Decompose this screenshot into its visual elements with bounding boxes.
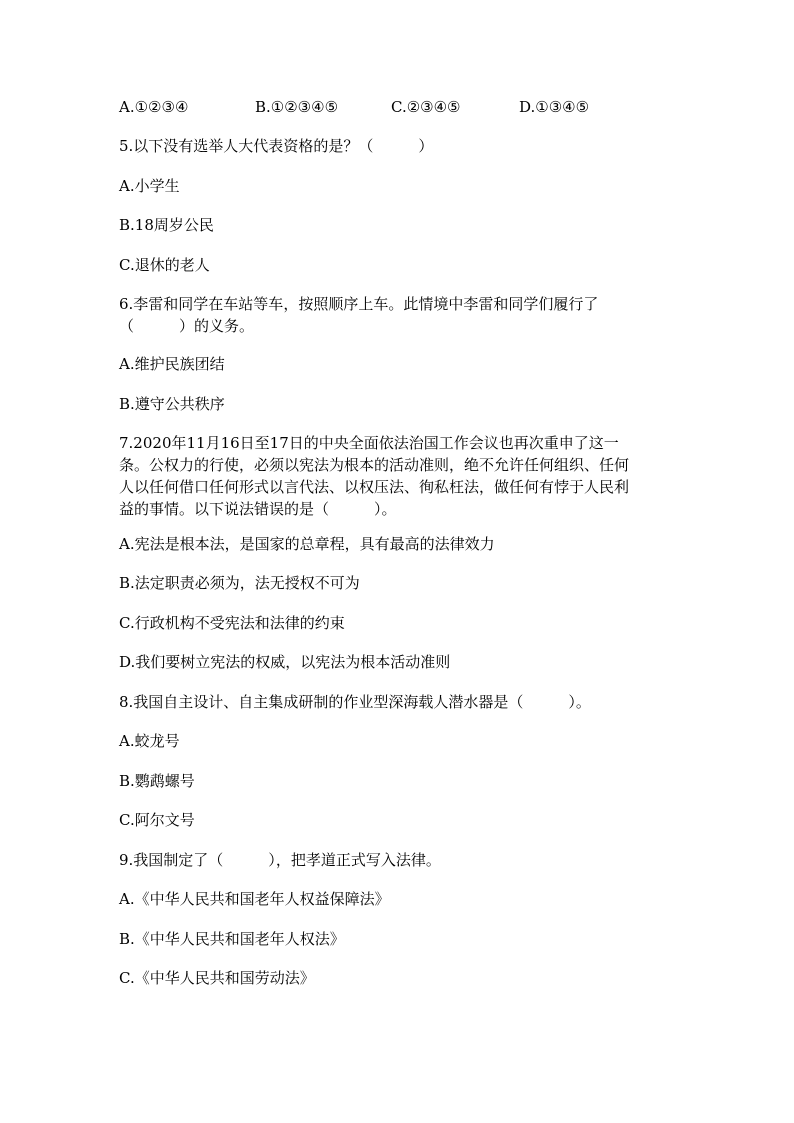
- q9-option-c: C.《中华人民共和国劳动法》: [119, 969, 315, 987]
- q6-option-a: A.维护民族团结: [119, 355, 225, 373]
- q7-option-d: D.我们要树立宪法的权威，以宪法为根本活动准则: [119, 653, 451, 671]
- q7-option-b: B.法定职责必须为，法无授权不可为: [119, 574, 360, 592]
- q8-option-a: A.蛟龙号: [119, 732, 180, 750]
- q7-stem-line-4: 益的事情。以下说法错误的是（ ）。: [119, 500, 397, 518]
- q9-stem: 9.我国制定了（ ），把孝道正式写入法律。: [119, 851, 441, 869]
- q8-option-c: C.阿尔文号: [119, 811, 195, 829]
- q6-stem-line-2: （ ）的义务。: [119, 317, 255, 335]
- q4-option-d: D.①③④⑤: [519, 98, 590, 116]
- q7-stem-line-2: 条。公权力的行使，必须以宪法为根本的活动准则，绝不允许任何组织、任何: [119, 456, 630, 474]
- q6-option-b: B.遵守公共秩序: [119, 395, 225, 413]
- q7-option-a: A.宪法是根本法，是国家的总章程，具有最高的法律效力: [119, 535, 495, 553]
- q6-stem: [119, 293, 679, 337]
- q5-option-c: C.退休的老人: [119, 256, 210, 274]
- q5-option-b: B.18周岁公民: [119, 216, 214, 234]
- q4-option-a: A.①②③④: [119, 98, 189, 116]
- q5-stem: 5.以下没有选举人大代表资格的是？（ ）: [119, 137, 434, 155]
- q7-stem: [119, 432, 679, 520]
- q9-option-a: A.《中华人民共和国老年人权益保障法》: [119, 890, 390, 908]
- q7-stem-line-3: 人以任何借口任何形式以言代法、以权压法、徇私枉法，做任何有悖于人民利: [119, 478, 630, 496]
- q4-option-b: B.①②③④⑤: [255, 98, 339, 116]
- q7-stem-line-1: 7.2020年11月16日至17日的中央全面依法治国工作会议也再次重申了这一: [119, 434, 619, 452]
- q4-option-c: C.②③④⑤: [391, 98, 461, 116]
- q9-option-b: B.《中华人民共和国老年人权法》: [119, 930, 345, 948]
- q4-options: [119, 96, 679, 118]
- q8-option-b: B.鹦鹉螺号: [119, 772, 195, 790]
- q7-option-c: C.行政机构不受宪法和法律的约束: [119, 614, 345, 632]
- q8-stem: 8.我国自主设计、自主集成研制的作业型深海载人潜水器是（ ）。: [119, 693, 591, 711]
- q6-stem-line-1: 6.李雷和同学在车站等车，按照顺序上车。此情境中李雷和同学们履行了: [119, 295, 599, 313]
- q5-option-a: A.小学生: [119, 177, 180, 195]
